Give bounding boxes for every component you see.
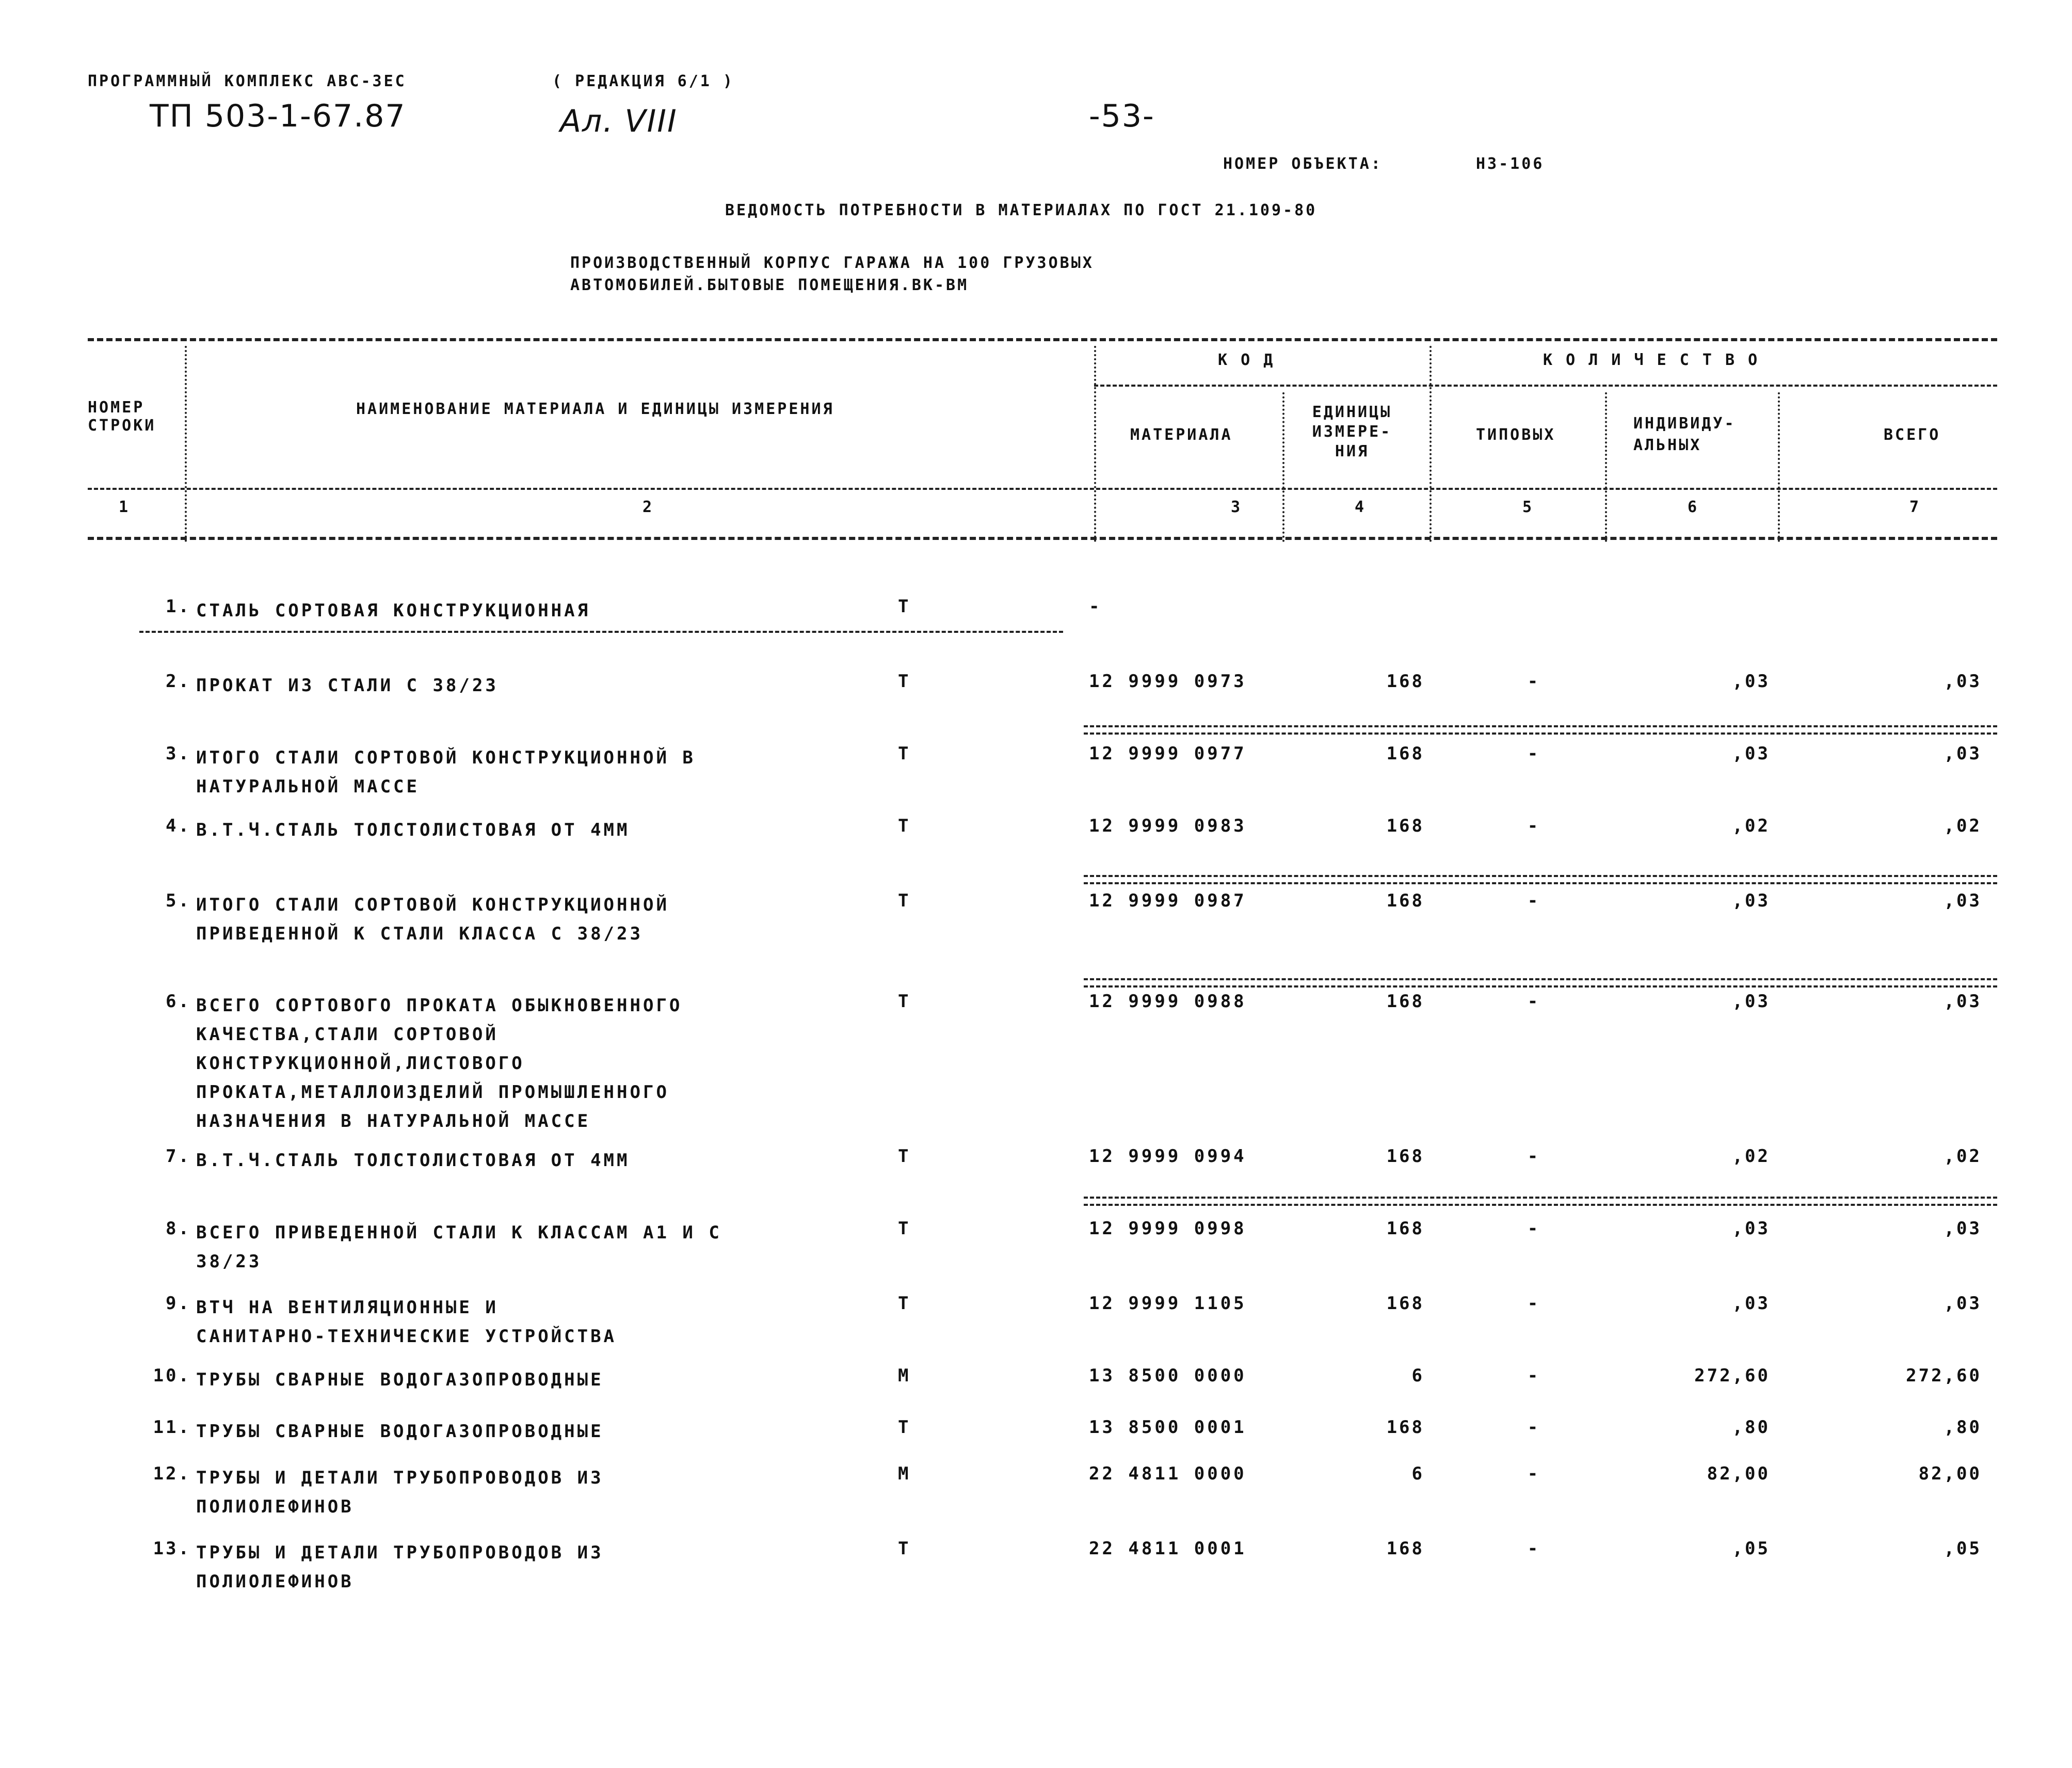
measure-unit: Т [898,743,909,764]
row-number: 6. [166,991,191,1012]
measure-unit: Т [898,671,909,692]
unit-code: 168 [1386,671,1424,692]
sep-3 [1282,392,1284,542]
table-row [0,671,2072,743]
row-number: 2. [166,671,191,692]
material-name: ИТОГО СТАЛИ СОРТОВОЙ КОНСТРУКЦИОННОЙ В НАТУРАЛЬНОЙ МАССЕ [196,747,696,797]
row-number: 1. [166,596,191,617]
material-name: ВТЧ НА ВЕНТИЛЯЦИОННЫЕ И САНИТАРНО-ТЕХНИЧЕСКИЕ УСТРОЙСТВА [196,1297,617,1347]
material-code: 12 9999 0983 [1089,816,1247,836]
page-number: -53- [1089,98,1155,134]
qty-total: ,03 [1943,890,1982,911]
unit-code: 168 [1386,743,1424,764]
material-code: 12 9999 0998 [1089,1218,1247,1239]
row-number: 9. [166,1293,191,1314]
measure-unit: Т [898,890,909,911]
edition-label: ( РЕДАКЦИЯ 6/1 ) [552,72,734,90]
object-value: НЗ-106 [1476,155,1545,173]
material-code: 13 8500 0001 [1089,1417,1247,1438]
building-line-2: АВТОМОБИЛЕЙ.БЫТОВЫЕ ПОМЕЩЕНИЯ.ВК-ВМ [570,276,969,294]
sep-5 [1605,392,1607,542]
measure-unit: Т [898,1417,909,1438]
qty-typical: - [1527,1417,1538,1438]
unit-code: 168 [1386,1293,1424,1314]
th-code-group: К О Д [1218,351,1275,369]
unit-code: 6 [1411,1365,1424,1386]
qty-individual: ,03 [1732,991,1770,1012]
header-top-rule [88,338,1997,341]
material-code: 12 9999 0977 [1089,743,1247,764]
qty-typical: - [1527,1218,1538,1239]
qty-total: 82,00 [1918,1463,1982,1484]
measure-unit: Т [898,1218,909,1239]
unit-code: 168 [1386,1146,1424,1167]
qty-typical: - [1527,890,1538,911]
qty-individual: 272,60 [1694,1365,1770,1386]
qty-typical: - [1527,1293,1538,1314]
material-code: 13 8500 0000 [1089,1365,1247,1386]
table-row [0,816,2072,888]
sep-6 [1778,392,1780,542]
col-number-6: 6 [1688,498,1699,516]
table-row [0,1146,2072,1218]
qty-total: ,02 [1943,1146,1982,1167]
th-qty-total: ВСЕГО [1884,426,1941,444]
qty-typical: - [1527,1463,1538,1484]
qty-total: ,05 [1943,1538,1982,1559]
qty-total: 272,60 [1906,1365,1982,1386]
statement-title: ВЕДОМОСТЬ ПОТРЕБНОСТИ В МАТЕРИАЛАХ ПО ГОСТ 21.109-80 [725,201,1318,219]
unit-code: 168 [1386,1218,1424,1239]
measure-unit: Т [898,1538,909,1559]
th-code-material: МАТЕРИАЛА [1130,426,1233,444]
row-number: 10. [153,1365,191,1386]
album-number: Ал. VIII [560,103,678,139]
col-number-5: 5 [1522,498,1534,516]
qty-typical: - [1527,1365,1538,1386]
material-code: 12 9999 0994 [1089,1146,1247,1167]
col-number-1: 1 [119,498,131,516]
table-row [0,1293,2072,1365]
program-name: ПРОГРАММНЫЙ КОМПЛЕКС АВС-ЗЕС [88,72,407,90]
table-row [0,1538,2072,1611]
qty-total: ,03 [1943,1218,1982,1239]
qty-individual: ,05 [1732,1538,1770,1559]
qty-total: ,03 [1943,671,1982,692]
object-label: НОМЕР ОБЪЕКТА: [1223,155,1383,173]
total-separator-3 [1084,978,1997,987]
th-material-name: НАИМЕНОВАНИЕ МАТЕРИАЛА И ЕДИНИЦЫ ИЗМЕРЕНИЯ [356,400,834,418]
qty-typical: - [1527,816,1538,836]
col-number-7: 7 [1909,498,1921,516]
material-code: - [1089,596,1102,617]
material-name: ТРУБЫ СВАРНЫЕ ВОДОГАЗОПРОВОДНЫЕ [196,1421,604,1442]
header-bottom-rule [88,537,1997,540]
qty-total: ,03 [1943,1293,1982,1314]
qty-typical: - [1527,671,1538,692]
row-number: 3. [166,743,191,764]
row-number: 13. [153,1538,191,1559]
unit-code: 6 [1411,1463,1424,1484]
measure-unit: М [898,1463,909,1484]
tp-number: ТП 503-1-67.87 [150,98,406,134]
material-name: ПРОКАТ ИЗ СТАЛИ С 38/23 [196,675,499,696]
qty-typical: - [1527,1146,1538,1167]
measure-unit: Т [898,991,909,1012]
measure-unit: Т [898,596,909,617]
material-name: ТРУБЫ СВАРНЫЕ ВОДОГАЗОПРОВОДНЫЕ [196,1369,604,1390]
row-number: 11. [153,1417,191,1438]
qty-individual: ,03 [1732,671,1770,692]
row-number: 7. [166,1146,191,1167]
qty-individual: ,03 [1732,1218,1770,1239]
qty-individual: ,02 [1732,816,1770,836]
row-number: 5. [166,890,191,911]
th-qty-group: К О Л И Ч Е С Т В О [1543,351,1760,369]
table-row [0,1463,2072,1536]
table-row [0,890,2072,963]
qty-individual: ,03 [1732,1293,1770,1314]
qty-individual: ,02 [1732,1146,1770,1167]
sep-1 [185,346,187,542]
qty-total: ,03 [1943,743,1982,764]
material-code: 12 9999 0988 [1089,991,1247,1012]
material-code: 12 9999 0973 [1089,671,1247,692]
material-name: ТРУБЫ И ДЕТАЛИ ТРУБОПРОВОДОВ ИЗ ПОЛИОЛЕФИНОВ [196,1542,604,1592]
th-row-number: НОМЕР СТРОКИ [88,399,156,435]
qty-typical: - [1527,991,1538,1012]
th-code-unit: ЕДИНИЦЫ ИЗМЕРЕ- НИЯ [1312,403,1392,460]
qty-total: ,80 [1943,1417,1982,1438]
row-number: 12. [153,1463,191,1484]
material-name: В.Т.Ч.СТАЛЬ ТОЛСТОЛИСТОВАЯ ОТ 4ММ [196,1150,630,1171]
unit-code: 168 [1386,1538,1424,1559]
qty-typical: - [1527,1538,1538,1559]
col-number-4: 4 [1355,498,1367,516]
row-number: 4. [166,816,191,836]
material-code: 12 9999 0987 [1089,890,1247,911]
sep-2 [1094,346,1096,542]
qty-total: ,02 [1943,816,1982,836]
measure-unit: М [898,1365,909,1386]
col-number-3: 3 [1231,498,1243,516]
sep-4 [1429,346,1432,542]
qty-individual: ,03 [1732,743,1770,764]
table-row [0,596,2072,668]
material-code: 22 4811 0000 [1089,1463,1247,1484]
material-name: ИТОГО СТАЛИ СОРТОВОЙ КОНСТРУКЦИОННОЙ ПРИВЕДЕННОЙ К СТАЛИ КЛАССА С 38/23 [196,895,669,944]
th-qty-typical: ТИПОВЫХ [1476,426,1556,444]
measure-unit: Т [898,816,909,836]
unit-code: 168 [1386,1417,1424,1438]
building-line-1: ПРОИЗВОДСТВЕННЫЙ КОРПУС ГАРАЖА НА 100 ГРУЗОВЫХ [570,254,1094,272]
material-name: СТАЛЬ СОРТОВАЯ КОНСТРУКЦИОННАЯ [196,600,591,621]
material-name: В.Т.Ч.СТАЛЬ ТОЛСТОЛИСТОВАЯ ОТ 4ММ [196,820,630,840]
col-number-2: 2 [643,498,654,516]
th-qty-individual: ИНДИВИДУ- АЛЬНЫХ [1633,415,1736,454]
header-mid-rule [1094,385,1997,387]
table-row [0,743,2072,816]
material-name: ВСЕГО СОРТОВОГО ПРОКАТА ОБЫКНОВЕННОГО КАЧЕСТВА,СТАЛИ СОРТОВОЙ КОНСТРУКЦИОННОЙ,ЛИСТОВОГО ПРОКАТА,МЕТАЛЛОИЗДЕЛИЙ ПРОМЫШЛЕННОГО НАЗНАЧЕНИЯ В НАТУРАЛЬНОЙ МАССЕ [196,995,683,1132]
header-numbers-top-rule [88,488,1997,490]
qty-individual: ,80 [1732,1417,1770,1438]
material-code: 22 4811 0001 [1089,1538,1247,1559]
qty-total: ,03 [1943,991,1982,1012]
table-row [0,1218,2072,1291]
table-row [0,991,2072,1132]
row-number: 8. [166,1218,191,1239]
qty-typical: - [1527,743,1538,764]
unit-code: 168 [1386,890,1424,911]
measure-unit: Т [898,1293,909,1314]
qty-individual: 82,00 [1707,1463,1770,1484]
unit-code: 168 [1386,991,1424,1012]
material-code: 12 9999 1105 [1089,1293,1247,1314]
qty-individual: ,03 [1732,890,1770,911]
material-name: ТРУБЫ И ДЕТАЛИ ТРУБОПРОВОДОВ ИЗ ПОЛИОЛЕФИНОВ [196,1468,604,1517]
measure-unit: Т [898,1146,909,1167]
unit-code: 168 [1386,816,1424,836]
material-name: ВСЕГО ПРИВЕДЕННОЙ СТАЛИ К КЛАССАМ А1 И С 38/23 [196,1222,722,1272]
